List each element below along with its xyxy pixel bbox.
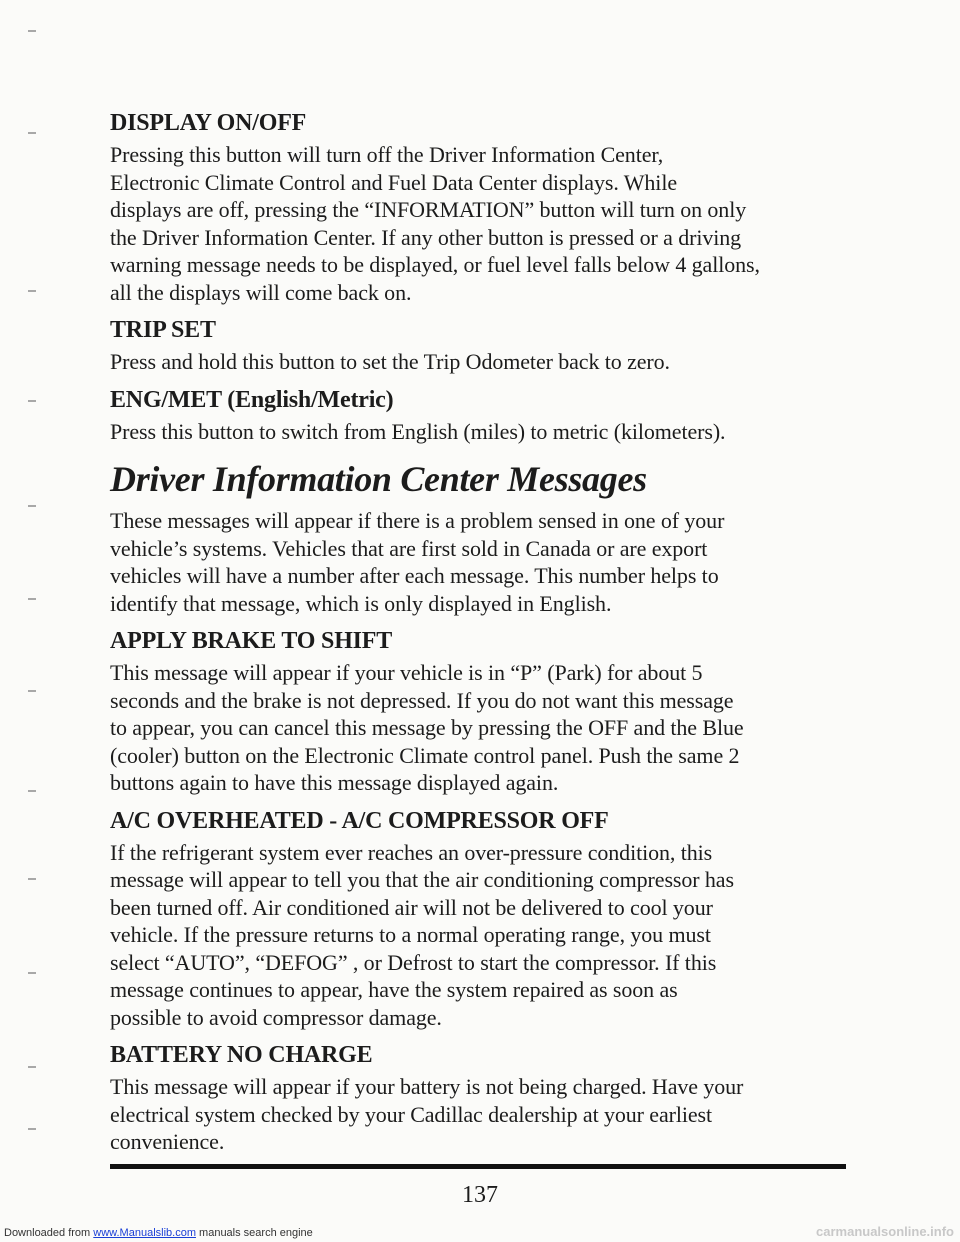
message-body <box>110 1073 850 1156</box>
message-battery-no-charge <box>110 1040 850 1156</box>
message-ac-overheated <box>110 806 850 1032</box>
text-line: all the displays will come back on. <box>110 279 412 305</box>
text-line: displays are off, pressing the “INFORMATION” button will turn on only <box>110 197 747 222</box>
section-heading: TRIP SET <box>110 317 216 343</box>
text-line: vehicle’s systems. Vehicles that are first sold in Canada or are export <box>110 535 708 561</box>
text-line: vehicles will have a number after each message. This number helps to <box>110 563 719 588</box>
manualslib-link[interactable]: www.Manualslib.com <box>93 1227 196 1239</box>
text-line: These messages will appear if there is a problem sensed in one of your <box>110 508 725 533</box>
page-number: 137 <box>462 1182 498 1208</box>
margin-tick <box>28 1128 36 1130</box>
margin-tick <box>28 878 36 880</box>
footer-rule <box>110 1164 846 1169</box>
section-trip-set <box>110 315 850 376</box>
margin-tick <box>28 1066 36 1068</box>
message-apply-brake <box>110 626 850 797</box>
margin-tick <box>28 690 36 692</box>
text-line: been turned off. Air conditioned air will not be delivered to cool your <box>110 894 713 920</box>
text-line: buttons again to have this message displayed again. <box>110 770 559 795</box>
margin-tick <box>28 505 36 507</box>
text-line: electrical system checked by your Cadillac dealership at your earliest <box>110 1101 713 1127</box>
margin-tick <box>28 30 36 32</box>
text-line: message continues to appear, have the system repaired as soon as <box>110 977 678 1002</box>
section-body <box>110 418 850 446</box>
margin-tick <box>28 132 36 134</box>
text-line: possible to avoid compressor damage. <box>110 1004 442 1030</box>
intro-paragraph <box>110 507 850 617</box>
margin-tick <box>28 598 36 600</box>
text-line: identify that message, which is only displayed in English. <box>110 590 612 616</box>
watermark: carmanualsonline.info <box>816 1224 954 1239</box>
text-line: Pressing this button will turn off the Driver Information Center, <box>110 142 664 167</box>
message-body <box>110 839 850 1032</box>
text-line: Press and hold this button to set the Trip Odometer back to zero. <box>110 349 670 374</box>
margin-tick <box>28 290 36 292</box>
text-line: seconds and the brake is not depressed. If you do not want this message <box>110 687 734 713</box>
message-body <box>110 659 850 797</box>
section-display-on-off <box>110 108 850 306</box>
text-line: Electronic Climate Control and Fuel Data Center displays. While <box>110 169 677 195</box>
section-heading: ENG/MET (English/Metric) <box>110 386 394 413</box>
section-eng-met <box>110 385 850 446</box>
text-line: If the refrigerant system ever reaches an over-pressure condition, this <box>110 839 713 865</box>
text-line: This message will appear if your battery is not being charged. Have your <box>110 1074 744 1099</box>
footer-prefix: Downloaded from <box>4 1227 94 1239</box>
section-title: Driver Information Center Messages <box>110 459 647 499</box>
text-line: vehicle. If the pressure returns to a normal operating range, you must <box>110 922 711 947</box>
message-heading: APPLY BRAKE TO SHIFT <box>110 628 393 654</box>
text-line: convenience. <box>110 1129 225 1154</box>
footer-suffix: manuals search engine <box>195 1227 313 1239</box>
text-line: message will appear to tell you that the air conditioning compressor has <box>110 867 734 892</box>
section-body <box>110 348 850 376</box>
section-body <box>110 141 850 306</box>
text-line: Press this button to switch from English (miles) to metric (kilometers). <box>110 418 726 444</box>
section-heading: DISPLAY ON/OFF <box>110 110 307 136</box>
text-line: (cooler) button on the Electronic Climate control panel. Push the same 2 <box>110 742 740 768</box>
text-line: the Driver Information Center. If any other button is pressed or a driving <box>110 224 742 250</box>
text-line: This message will appear if your vehicle is in “P” (Park) for about 5 <box>110 660 703 685</box>
message-heading: BATTERY NO CHARGE <box>110 1042 373 1068</box>
margin-tick <box>28 790 36 792</box>
text-line: to appear, you can cancel this message by pressing the OFF and the Blue <box>110 715 744 740</box>
message-heading: A/C OVERHEATED - A/C COMPRESSOR OFF <box>110 807 609 834</box>
margin-tick <box>28 972 36 974</box>
download-footer <box>4 1226 313 1240</box>
text-line: select “AUTO”, “DEFOG” , or Defrost to start the compressor. If this <box>110 949 717 975</box>
page-content <box>110 108 850 1165</box>
text-line: warning message needs to be displayed, or fuel level falls below 4 gallons, <box>110 252 760 277</box>
margin-tick <box>28 400 36 402</box>
